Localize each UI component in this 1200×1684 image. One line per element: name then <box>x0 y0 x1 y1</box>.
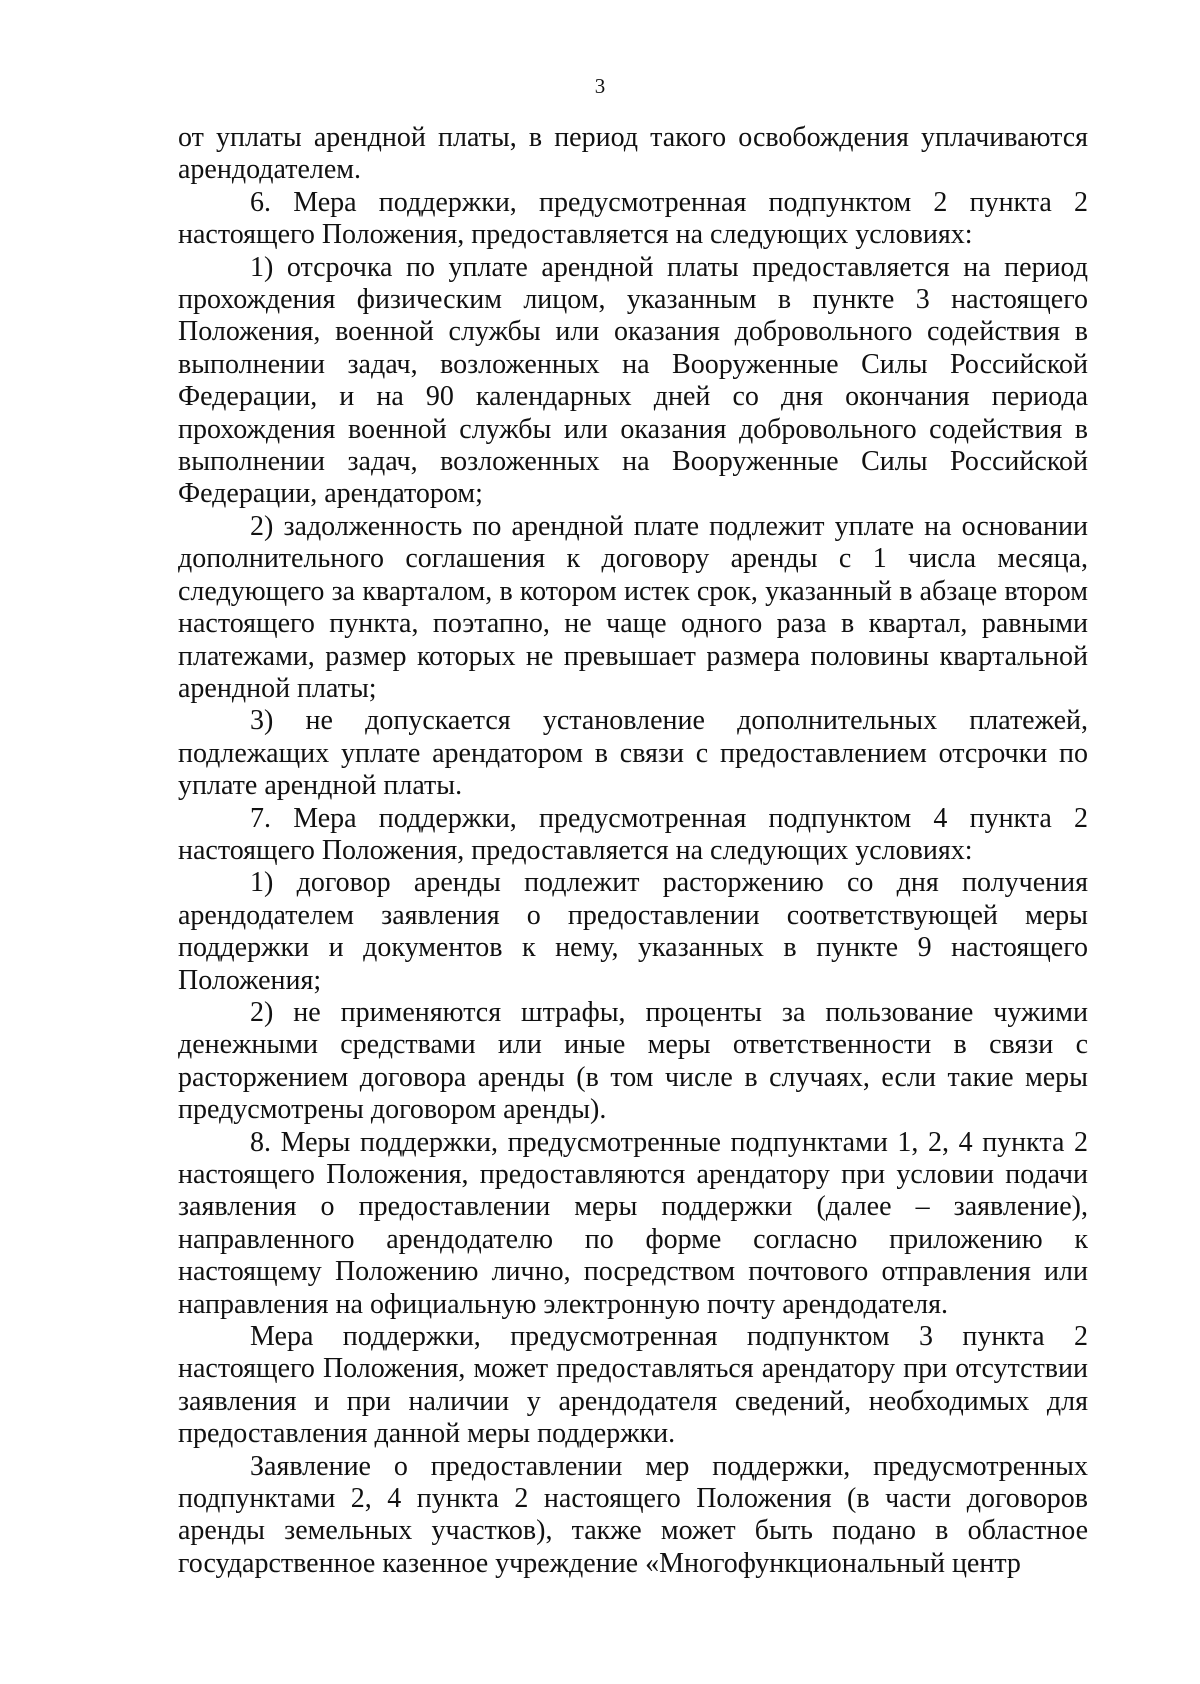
paragraph-item-8: 8. Меры поддержки, предусмотренные подпунктами 1, 2, 4 пункта 2 настоящего Положения, предоставляются арендатору при условии подачи заявления о предоставлении меры поддержки (далее – заявление), направленного арендодателю по форме согласно приложению к настоящему Положению лично, посредством почтового отправления или направления на официальную электронную почту арендодателя. <box>178 1126 1088 1320</box>
paragraph-item-6-2: 2) задолженность по арендной плате подлежит уплате на основании дополнительного соглашения к договору аренды с 1 числа месяца, следующего за кварталом, в котором истек срок, указанный в абзаце втором настоящего пункта, поэтапно, не чаще одного раза в квартал, равными платежами, размер которых не превышает размера половины квартальной арендной платы; <box>178 510 1088 704</box>
paragraph-item-8-measure: Мера поддержки, предусмотренная подпунктом 3 пункта 2 настоящего Положения, может предоставляться арендатору при отсутствии заявления и при наличии у арендодателя сведений, необходимых для предоставления данной меры поддержки. <box>178 1321 1088 1450</box>
document-body <box>178 122 1088 1580</box>
paragraph-item-7-1: 1) договор аренды подлежит расторжению со дня получения арендодателем заявления о предоставлении соответствующей меры поддержки и документов к нему, указанных в пункте 9 настоящего Положения; <box>178 867 1088 996</box>
paragraph-item-7-2: 2) не применяются штрафы, проценты за пользование чужими денежными средствами или иные меры ответственности в связи с расторжением договора аренды (в том числе в случаях, если такие меры предусмотрены договором аренды). <box>178 996 1088 1126</box>
paragraph-item-8-application: Заявление о предоставлении мер поддержки, предусмотренных подпунктами 2, 4 пункта 2 настоящего Положения (в части договоров аренды земельных участков), также может быть подано в областное государственное казенное учреждение «Многофункциональный центр <box>178 1450 1088 1579</box>
page-number: 3 <box>594 74 606 98</box>
paragraph-continuation: от уплаты арендной платы, в период такого освобождения уплачиваются арендодателем. <box>178 122 1088 186</box>
paragraph-item-6: 6. Мера поддержки, предусмотренная подпунктом 2 пункта 2 настоящего Положения, предоставляется на следующих условиях: <box>178 186 1088 251</box>
paragraph-item-6-3: 3) не допускается установление дополнительных платежей, подлежащих уплате арендатором в связи с предоставлением отсрочки по уплате арендной платы. <box>178 705 1088 802</box>
paragraph-item-7: 7. Мера поддержки, предусмотренная подпунктом 4 пункта 2 настоящего Положения, предоставляется на следующих условиях: <box>178 802 1088 866</box>
paragraph-item-6-1: 1) отсрочка по уплате арендной платы предоставляется на период прохождения физическим лицом, указанным в пункте 3 настоящего Положения, военной службы или оказания добровольного содействия в выполнении задач, возложенных на Вооруженные Силы Российской Федерации, и на 90 календарных дней со дня окончания периода прохождения военной службы или оказания добровольного содействия в выполнении задач, возложенных на Вооруженные Силы Российской Федерации, арендатором; <box>178 251 1088 510</box>
